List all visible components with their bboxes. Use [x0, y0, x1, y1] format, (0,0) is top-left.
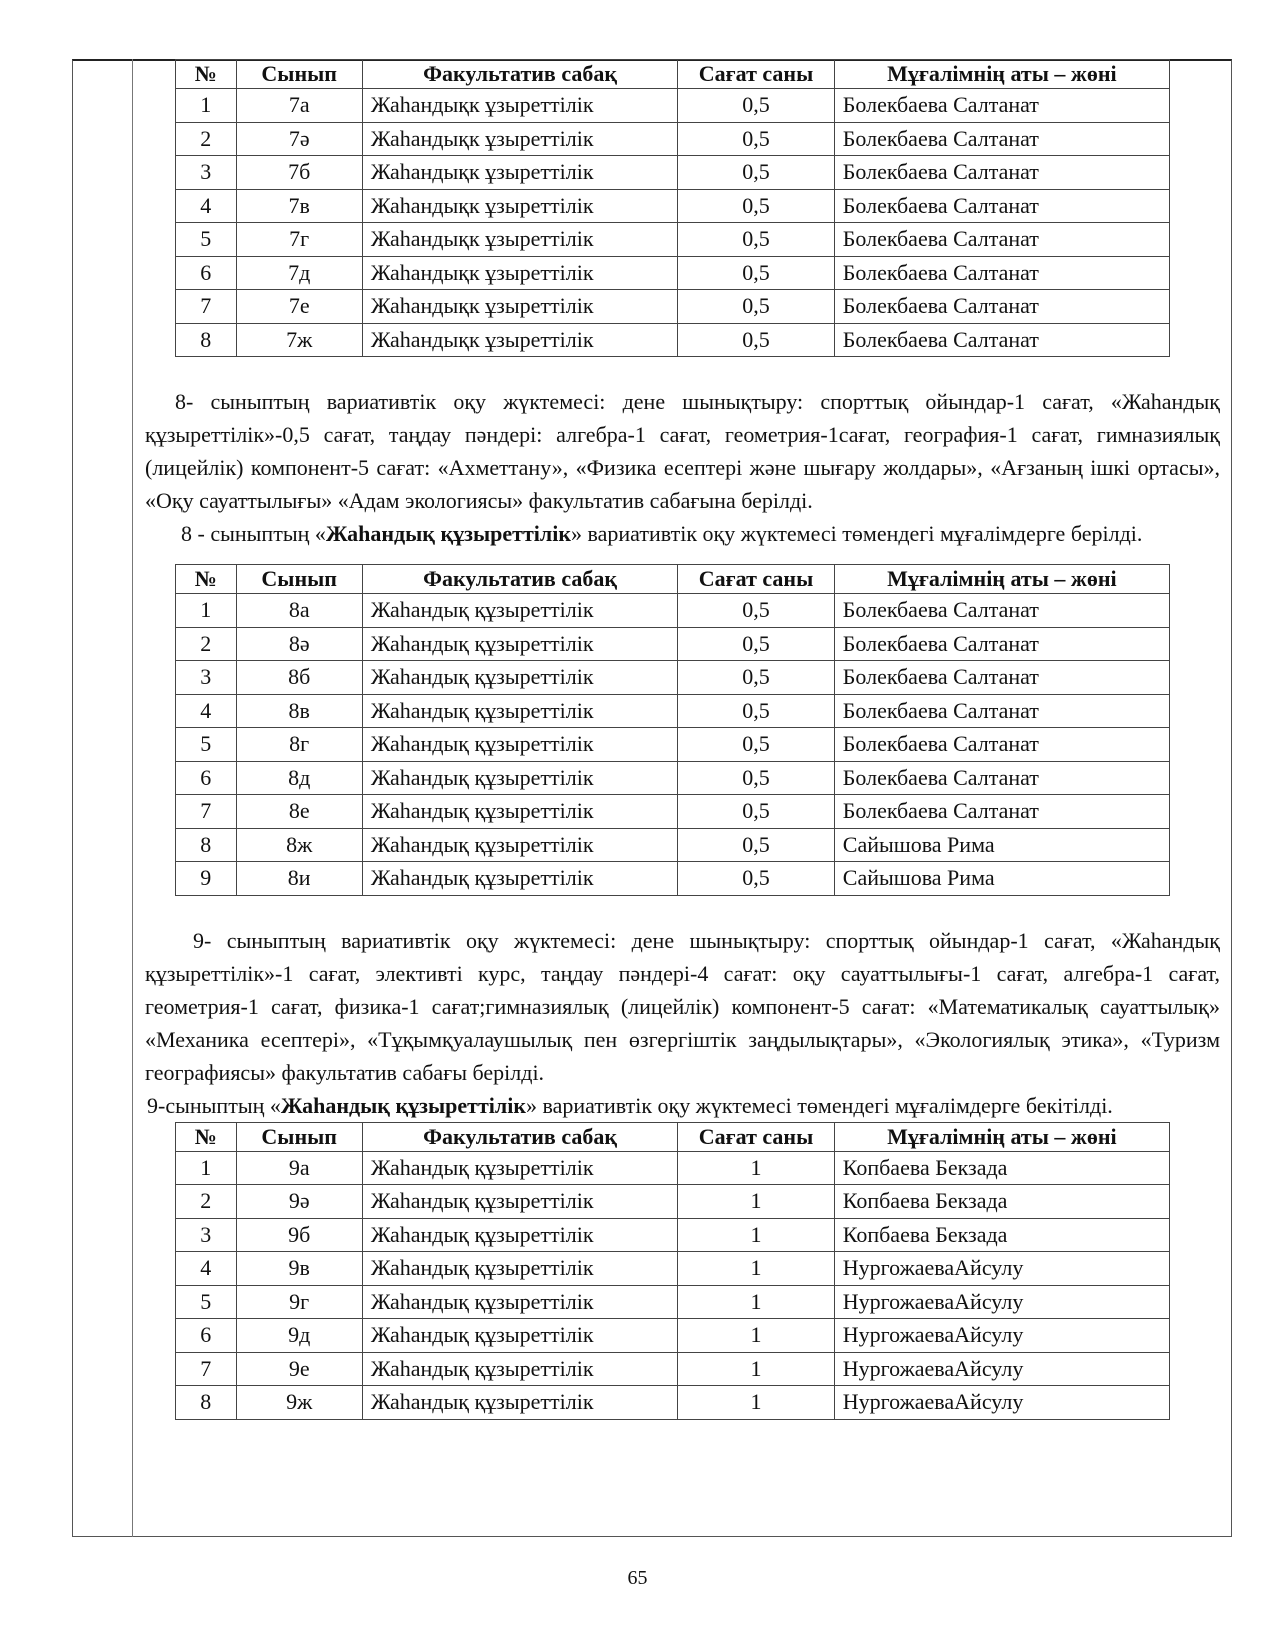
- cell-subject: Жаһандық құзыреттілік: [362, 694, 677, 728]
- cell-subject: Жаһандық құзыреттілік: [362, 795, 677, 829]
- cell-no: 8: [176, 323, 237, 357]
- cell-no: 6: [176, 761, 237, 795]
- header-hours: Сағат саны: [678, 60, 834, 89]
- table-header-row: [176, 60, 1170, 89]
- table-row: [176, 627, 1170, 661]
- header-no: №: [176, 1122, 237, 1151]
- cell-teacher: Болекбаева Салтанат: [834, 761, 1169, 795]
- grade9-table-body: [176, 1151, 1170, 1419]
- grade7-table: [175, 59, 1170, 357]
- cell-class: 7д: [236, 256, 362, 290]
- cell-subject: Жаһандық құзыреттілік: [362, 828, 677, 862]
- cell-teacher: НургожаеваАйсулу: [834, 1252, 1169, 1286]
- cell-hours: 1: [678, 1218, 834, 1252]
- cell-no: 8: [176, 1386, 237, 1420]
- grade8-assignment-before: 8 - сыныптың «: [181, 521, 326, 546]
- table-row: [176, 323, 1170, 357]
- cell-subject: Жаһандық құзыреттілік: [362, 1185, 677, 1219]
- cell-teacher: Болекбаева Салтанат: [834, 594, 1169, 628]
- cell-hours: 0,5: [678, 223, 834, 257]
- page-number: 65: [627, 1567, 648, 1589]
- cell-teacher: Копбаева Бекзада: [834, 1185, 1169, 1219]
- cell-class: 9е: [236, 1352, 362, 1386]
- cell-teacher: Болекбаева Салтанат: [834, 290, 1169, 324]
- table-row: [176, 223, 1170, 257]
- cell-hours: 0,5: [678, 862, 834, 896]
- cell-hours: 0,5: [678, 728, 834, 762]
- cell-hours: 1: [678, 1386, 834, 1420]
- cell-hours: 0,5: [678, 290, 834, 324]
- cell-no: 5: [176, 1285, 237, 1319]
- cell-no: 6: [176, 256, 237, 290]
- cell-no: 2: [176, 122, 237, 156]
- cell-hours: 0,5: [678, 323, 834, 357]
- cell-teacher: Болекбаева Салтанат: [834, 256, 1169, 290]
- cell-subject: Жаһандық құзыреттілік: [362, 1352, 677, 1386]
- cell-class: 8е: [236, 795, 362, 829]
- page-content: [145, 59, 1220, 1420]
- header-teacher: Мұғалімнің аты – жөні: [834, 1122, 1169, 1151]
- cell-no: 2: [176, 1185, 237, 1219]
- cell-teacher: Болекбаева Салтанат: [834, 661, 1169, 695]
- table-row: [176, 189, 1170, 223]
- cell-hours: 0,5: [678, 795, 834, 829]
- cell-class: 9в: [236, 1252, 362, 1286]
- cell-teacher: Болекбаева Салтанат: [834, 89, 1169, 123]
- cell-no: 6: [176, 1319, 237, 1353]
- table-row: [176, 761, 1170, 795]
- cell-no: 3: [176, 1218, 237, 1252]
- cell-subject: Жаһандық құзыреттілік: [362, 761, 677, 795]
- header-subject: Факультатив сабақ: [362, 1122, 677, 1151]
- cell-hours: 1: [678, 1252, 834, 1286]
- cell-teacher: Болекбаева Салтанат: [834, 122, 1169, 156]
- cell-class: 8ә: [236, 627, 362, 661]
- table-row: [176, 594, 1170, 628]
- cell-class: 9б: [236, 1218, 362, 1252]
- cell-class: 8в: [236, 694, 362, 728]
- cell-class: 8б: [236, 661, 362, 695]
- cell-no: 5: [176, 728, 237, 762]
- cell-class: 9ж: [236, 1386, 362, 1420]
- cell-no: 8: [176, 828, 237, 862]
- cell-class: 8д: [236, 761, 362, 795]
- cell-subject: Жаһандық құзыреттілік: [362, 1319, 677, 1353]
- cell-no: 3: [176, 156, 237, 190]
- table-row: [176, 1386, 1170, 1420]
- cell-teacher: Болекбаева Салтанат: [834, 323, 1169, 357]
- cell-subject: Жаһандықк ұзыреттілік: [362, 156, 677, 190]
- cell-teacher: Болекбаева Салтанат: [834, 795, 1169, 829]
- cell-teacher: Копбаева Бекзада: [834, 1151, 1169, 1185]
- grade9-assignment: [145, 1089, 1220, 1122]
- table-row: [176, 256, 1170, 290]
- cell-teacher: Болекбаева Салтанат: [834, 189, 1169, 223]
- cell-subject: Жаһандық құзыреттілік: [362, 1285, 677, 1319]
- table-row: [176, 1352, 1170, 1386]
- header-teacher: Мұғалімнің аты – жөні: [834, 60, 1169, 89]
- cell-hours: 1: [678, 1352, 834, 1386]
- cell-subject: Жаһандықк ұзыреттілік: [362, 256, 677, 290]
- table-row: [176, 290, 1170, 324]
- cell-no: 1: [176, 594, 237, 628]
- grade9-assignment-after: » вариативтік оқу жүктемесі төмендегі мұғалімдерге бекітілді.: [526, 1092, 1113, 1118]
- cell-no: 1: [176, 1151, 237, 1185]
- cell-class: 7а: [236, 89, 362, 123]
- table-row: [176, 828, 1170, 862]
- cell-subject: Жаһандық құзыреттілік: [362, 627, 677, 661]
- table-header-row: [176, 1122, 1170, 1151]
- table-row: [176, 1151, 1170, 1185]
- header-no: №: [176, 565, 237, 594]
- table-row: [176, 795, 1170, 829]
- cell-subject: Жаһандық құзыреттілік: [362, 1218, 677, 1252]
- cell-teacher: Копбаева Бекзада: [834, 1218, 1169, 1252]
- cell-hours: 0,5: [678, 256, 834, 290]
- cell-no: 5: [176, 223, 237, 257]
- header-class: Сынып: [236, 1122, 362, 1151]
- cell-hours: 1: [678, 1319, 834, 1353]
- cell-subject: Жаһандық құзыреттілік: [362, 661, 677, 695]
- cell-class: 7г: [236, 223, 362, 257]
- table-row: [176, 89, 1170, 123]
- table-row: [176, 1285, 1170, 1319]
- cell-hours: 0,5: [678, 594, 834, 628]
- table-row: [176, 661, 1170, 695]
- cell-hours: 0,5: [678, 156, 834, 190]
- grade8-assignment-after: » вариативтік оқу жүктемесі төмендегі мұғалімдерге берілді.: [571, 521, 1143, 546]
- grade9-assignment-bold: Жаһандық құзыреттілік: [280, 1092, 527, 1118]
- cell-teacher: Болекбаева Салтанат: [834, 223, 1169, 257]
- header-subject: Факультатив сабақ: [362, 60, 677, 89]
- table-row: [176, 1218, 1170, 1252]
- header-subject: Факультатив сабақ: [362, 565, 677, 594]
- cell-class: 8и: [236, 862, 362, 896]
- cell-hours: 1: [678, 1151, 834, 1185]
- cell-subject: Жаһандықк ұзыреттілік: [362, 290, 677, 324]
- grade7-table-body: [176, 89, 1170, 357]
- cell-no: 1: [176, 89, 237, 123]
- cell-subject: Жаһандықк ұзыреттілік: [362, 223, 677, 257]
- cell-hours: 0,5: [678, 661, 834, 695]
- cell-no: 3: [176, 661, 237, 695]
- cell-teacher: Болекбаева Салтанат: [834, 627, 1169, 661]
- table-row: [176, 728, 1170, 762]
- cell-subject: Жаһандықк ұзыреттілік: [362, 89, 677, 123]
- cell-class: 7ж: [236, 323, 362, 357]
- cell-teacher: Сайышова Рима: [834, 862, 1169, 896]
- cell-no: 4: [176, 694, 237, 728]
- grade8-paragraph: 8- сыныптың вариативтік оқу жүктемесі: дене шынықтыру: спорттық ойындар-1 сағат, «Жаһандық құзыреттілік»-0,5 сағат, таңдау пәндері: алгебра-1 сағат, геометрия-1сағат, география-1 сағат, гимназиялық (лицейлік) компонент-5 сағат: «Ахметтану», «Физика есептері және шығару жолдары», «Ағзаның ішкі ортасы», «Оқу сауаттылығы» «Адам экологиясы» факультатив сабағына берілді.: [145, 389, 1220, 513]
- grade8-table-body: [176, 594, 1170, 896]
- cell-class: 9а: [236, 1151, 362, 1185]
- cell-hours: 1: [678, 1185, 834, 1219]
- cell-subject: Жаһандықк ұзыреттілік: [362, 189, 677, 223]
- cell-class: 8г: [236, 728, 362, 762]
- cell-subject: Жаһандық құзыреттілік: [362, 1151, 677, 1185]
- table-header-row: [176, 565, 1170, 594]
- cell-subject: Жаһандықк ұзыреттілік: [362, 323, 677, 357]
- cell-hours: 1: [678, 1285, 834, 1319]
- table-row: [176, 1185, 1170, 1219]
- cell-teacher: Болекбаева Салтанат: [834, 694, 1169, 728]
- grade9-paragraph: 9- сыныптың вариативтік оқу жүктемесі: дене шынықтыру: спорттық ойындар-1 сағат, «Жаһандық құзыреттілік»-1 сағат, элективті курс, таңдау пәндері-4 сағат: оқу сауаттылығы-1 сағат, алгебра-1 сағат, геометрия-1 сағат, физика-1 сағат;гимназиялық (лицейлік) компонент-5 сағат: «Математикалық сауаттылық» «Механика есептері», «Тұқымқуалаушылық пен өзгергіштік заңдылықтары», «Экологиялық этика», «Туризм географиясы» факультатив сабағы берілді.: [145, 927, 1220, 1085]
- cell-no: 4: [176, 1252, 237, 1286]
- cell-hours: 0,5: [678, 761, 834, 795]
- table-row: [176, 122, 1170, 156]
- cell-subject: Жаһандықк ұзыреттілік: [362, 122, 677, 156]
- cell-teacher: Болекбаева Салтанат: [834, 156, 1169, 190]
- cell-teacher: НургожаеваАйсулу: [834, 1285, 1169, 1319]
- frame-column-divider: [132, 59, 133, 1537]
- cell-subject: Жаһандық құзыреттілік: [362, 862, 677, 896]
- cell-teacher: Сайышова Рима: [834, 828, 1169, 862]
- grade8-table: [175, 564, 1170, 896]
- cell-class: 7в: [236, 189, 362, 223]
- cell-class: 9г: [236, 1285, 362, 1319]
- cell-no: 7: [176, 290, 237, 324]
- cell-class: 7е: [236, 290, 362, 324]
- header-class: Сынып: [236, 60, 362, 89]
- cell-no: 7: [176, 1352, 237, 1386]
- cell-hours: 0,5: [678, 189, 834, 223]
- cell-subject: Жаһандық құзыреттілік: [362, 1252, 677, 1286]
- header-no: №: [176, 60, 237, 89]
- cell-class: 7ә: [236, 122, 362, 156]
- cell-no: 4: [176, 189, 237, 223]
- header-teacher: Мұғалімнің аты – жөні: [834, 565, 1169, 594]
- cell-teacher: Болекбаева Салтанат: [834, 728, 1169, 762]
- table-row: [176, 1252, 1170, 1286]
- cell-teacher: НургожаеваАйсулу: [834, 1319, 1169, 1353]
- cell-hours: 0,5: [678, 828, 834, 862]
- cell-hours: 0,5: [678, 694, 834, 728]
- cell-class: 7б: [236, 156, 362, 190]
- cell-teacher: НургожаеваАйсулу: [834, 1386, 1169, 1420]
- grade8-assignment: [145, 517, 1220, 550]
- table-row: [176, 156, 1170, 190]
- cell-no: 7: [176, 795, 237, 829]
- table-row: [176, 1319, 1170, 1353]
- cell-subject: Жаһандық құзыреттілік: [362, 728, 677, 762]
- cell-subject: Жаһандық құзыреттілік: [362, 594, 677, 628]
- header-class: Сынып: [236, 565, 362, 594]
- cell-hours: 0,5: [678, 627, 834, 661]
- cell-class: 9ә: [236, 1185, 362, 1219]
- cell-teacher: НургожаеваАйсулу: [834, 1352, 1169, 1386]
- table-row: [176, 694, 1170, 728]
- header-hours: Сағат саны: [678, 1122, 834, 1151]
- header-hours: Сағат саны: [678, 565, 834, 594]
- grade9-assignment-before: 9-сыныптың «: [147, 1092, 281, 1118]
- cell-class: 9д: [236, 1319, 362, 1353]
- cell-hours: 0,5: [678, 122, 834, 156]
- grade8-assignment-bold: Жаһандық құзыреттілік: [325, 521, 572, 546]
- cell-no: 9: [176, 862, 237, 896]
- cell-class: 8а: [236, 594, 362, 628]
- cell-class: 8ж: [236, 828, 362, 862]
- cell-no: 2: [176, 627, 237, 661]
- grade9-table: [175, 1122, 1170, 1420]
- cell-subject: Жаһандық құзыреттілік: [362, 1386, 677, 1420]
- table-row: [176, 862, 1170, 896]
- cell-hours: 0,5: [678, 89, 834, 123]
